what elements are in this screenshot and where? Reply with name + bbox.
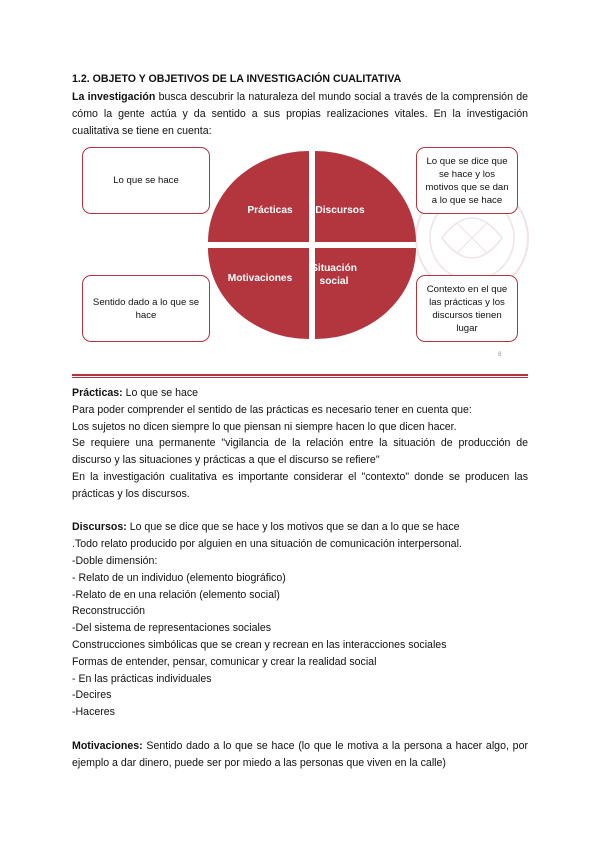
body-text	[72, 385, 528, 771]
section-heading: 1.2. OBJETO Y OBJETIVOS DE LA INVESTIGACIÓN CUALITATIVA	[72, 73, 402, 85]
slide-number: 8	[498, 352, 502, 358]
practicas-subtitle: Lo que se hace	[122, 387, 199, 399]
discursos-line: - Relato de un individuo (elemento biográfico)	[72, 571, 286, 584]
motivaciones-paragraph	[72, 738, 528, 772]
discursos-line: Reconstrucción	[72, 605, 146, 618]
discursos-line: .Todo relato producido por alguien en una situación de comunicación interpersonal.	[72, 538, 462, 551]
quadrant-practicas	[208, 151, 309, 242]
paragraph-gap	[72, 721, 528, 738]
box-lo-que-se-hace: Lo que se hace	[82, 147, 210, 214]
motivaciones-text: Sentido dado a lo que se hace (lo que le motiva a la persona a hacer algo, por ejemplo a dar dinero, puede ser por miedo a las personas que viven en la calle)	[72, 739, 528, 769]
discursos-title: Discursos:	[72, 521, 127, 534]
discursos-line: Formas de entender, pensar, comunicar y crear la realidad social	[72, 655, 377, 668]
intro-bold: La investigación	[72, 91, 156, 103]
quadrant-motivaciones	[208, 248, 309, 339]
box-contexto: Contexto en el que las prácticas y los discursos tienen lugar	[416, 275, 518, 342]
practicas-title: Prácticas:	[72, 387, 123, 399]
discursos-line: -Doble dimensión:	[72, 554, 158, 567]
paragraph-gap	[72, 503, 528, 520]
quadrant-label-motivaciones: Motivaciones	[227, 273, 293, 284]
practicas-line: Los sujetos no dicen siempre lo que piensan ni siempre hacen lo que dicen hacer.	[72, 420, 457, 433]
practicas-line: En la investigación cualitativa es importante considerar el "contexto" donde se producen las prácticas y los discursos.	[72, 470, 528, 500]
discursos-line: -Decires	[72, 689, 112, 702]
quadrant-label-situacion-social: Situación social	[311, 263, 357, 287]
box-sentido-dado: Sentido dado a lo que se hace	[82, 275, 210, 342]
intro-paragraph	[72, 89, 528, 139]
quadrant-circle	[204, 147, 420, 343]
practicas-line: Para poder comprender el sentido de las prácticas es necesario tener en cuenta que:	[72, 403, 472, 416]
quadrant-label-discursos: Discursos	[315, 205, 365, 216]
divider-rule	[72, 374, 528, 378]
qualitative-research-diagram	[72, 142, 532, 374]
motivaciones-title: Motivaciones:	[72, 739, 143, 752]
box-lo-que-se-dice: Lo que se dice que se hace y los motivos que se dan a lo que se hace	[416, 147, 518, 214]
discursos-line: -Haceres	[72, 706, 115, 719]
intro-text: busca descubrir la naturaleza del mundo social a través de la comprensión de cómo la gente actúa y da sentido a sus propias realizaciones vitales. En la investigación cualitativa se tiene en cuenta:	[72, 91, 528, 137]
practicas-line: Se requiere una permanente "vigilancia de la relación entre la situación de producción de discurso y las situaciones y prácticas a que el discurso se refiere"	[72, 437, 528, 467]
discursos-subtitle: Lo que se dice que se hace y los motivos que se dan a lo que se hace	[126, 521, 460, 534]
discursos-title-line	[72, 519, 528, 536]
quadrant-label-practicas: Prácticas	[247, 205, 293, 216]
discursos-line: -Relato de en una relación (elemento social)	[72, 588, 280, 601]
practicas-title-line	[72, 385, 528, 402]
discursos-line: -Del sistema de representaciones sociales	[72, 622, 272, 635]
discursos-line: - En las prácticas individuales	[72, 672, 212, 685]
quadrant-discursos	[315, 151, 416, 242]
discursos-line: Construcciones simbólicas que se crean y recrean en las interacciones sociales	[72, 638, 447, 651]
